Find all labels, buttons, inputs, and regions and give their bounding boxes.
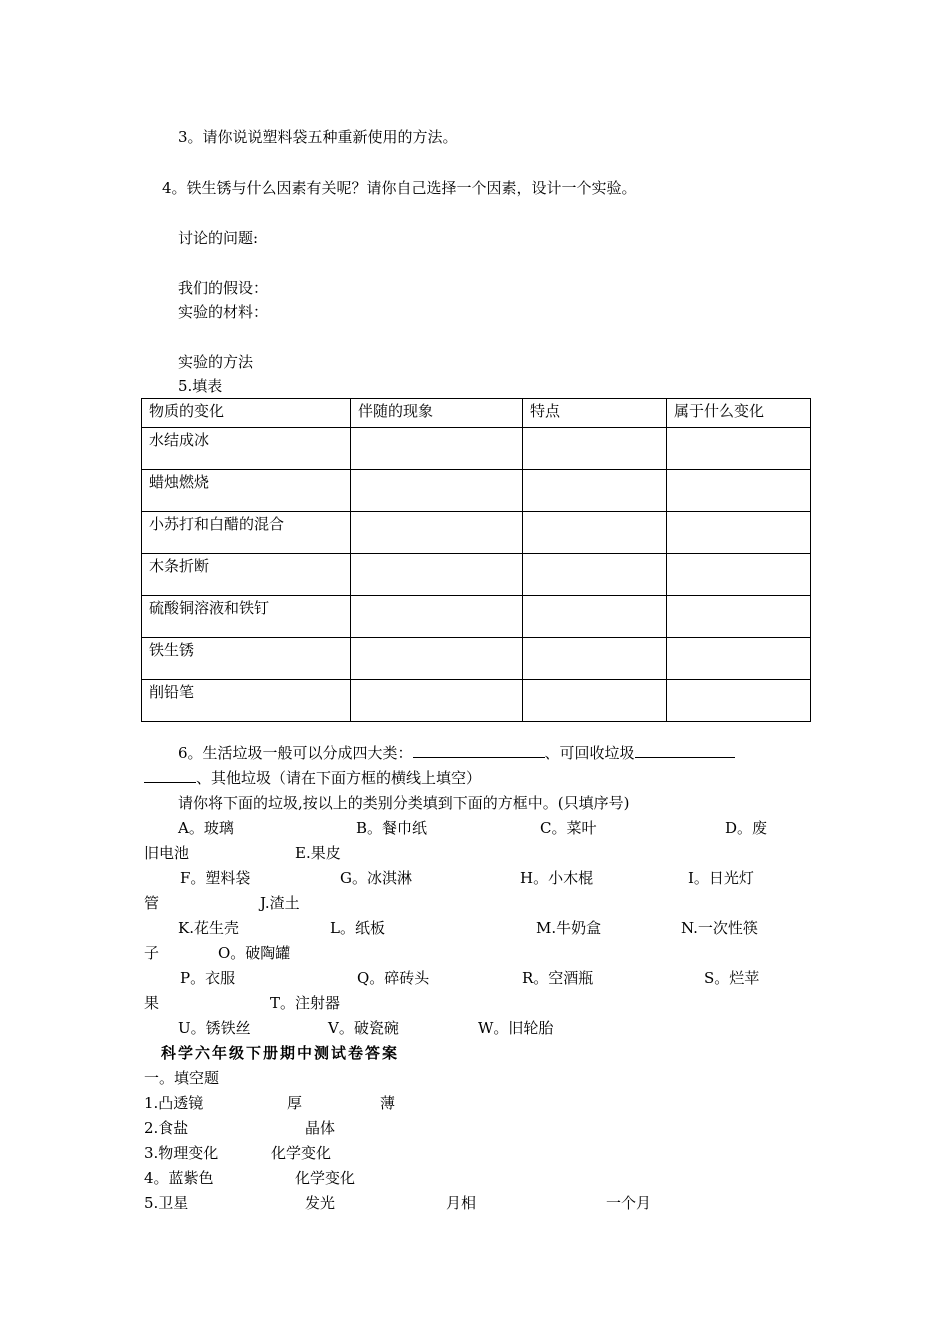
list-item: Q。碎砖头 [357,969,430,987]
table-row [142,554,811,596]
question-4-prompt: 4。铁生锈与什么因素有关呢？请你自己选择一个因素，设计一个实验。 [162,179,637,197]
answer-text: 2.食盐 [144,1119,189,1137]
feature-cell[interactable] [523,596,667,638]
phenomenon-cell[interactable] [351,680,523,722]
list-item: J.渣土 [260,894,300,912]
answer-text: 化学变化 [271,1144,332,1162]
answer-text: 薄 [380,1094,396,1112]
table-header-cell: 伴随的现象 [351,399,523,428]
substance-cell: 木条折断 [142,554,351,596]
answer-text: 发光 [305,1194,336,1212]
change-type-cell[interactable] [667,638,811,680]
table-header-cell: 物质的变化 [142,399,351,428]
answer-text: 晶体 [305,1119,336,1137]
change-type-cell[interactable] [667,680,811,722]
list-item: 管 [144,894,160,912]
phenomenon-cell[interactable] [351,554,523,596]
table-header-cell: 特点 [523,399,667,428]
substance-cell: 铁生锈 [142,638,351,680]
list-item: A。玻璃 [178,819,234,837]
phenomenon-cell[interactable] [351,470,523,512]
list-item: M.牛奶盒 [536,919,602,937]
list-item: K.花生壳 [178,919,239,937]
table-row [142,428,811,470]
table-header-row [142,399,811,428]
feature-cell[interactable] [523,470,667,512]
list-item: T。注射器 [270,994,341,1012]
question-6-intro-b: 、可回收垃圾 [544,744,635,762]
answer-text: 厚 [287,1094,303,1112]
list-item: 旧电池 [144,844,190,862]
table-row [142,470,811,512]
answer-text: 3.物理变化 [144,1144,219,1162]
phenomenon-cell[interactable] [351,596,523,638]
answers-section-1: 一。填空题 [144,1069,220,1087]
question-4-materials: 实验的材料： [178,303,269,321]
feature-cell[interactable] [523,554,667,596]
fill-in-table [141,398,811,722]
answer-text: 月相 [446,1194,477,1212]
list-item: F。塑料袋 [180,869,251,887]
table-row [142,512,811,554]
feature-cell[interactable] [523,512,667,554]
question-6-intro-cont [144,768,481,788]
list-item: R。空酒瓶 [522,969,594,987]
list-item: I。日光灯 [688,869,754,887]
answer-text: 4。蓝紫色 [144,1169,214,1187]
question-5-label: 5.填表 [178,377,223,395]
category-blank-2[interactable] [635,757,735,758]
list-item: P。衣服 [180,969,236,987]
list-item: V。破瓷碗 [328,1019,399,1037]
table-row [142,680,811,722]
list-item: N.一次性筷 [681,919,758,937]
table-row [142,638,811,680]
change-type-cell[interactable] [667,470,811,512]
list-item: C。菜叶 [540,819,597,837]
list-item: H。小木棍 [520,869,594,887]
change-type-cell[interactable] [667,512,811,554]
phenomenon-cell[interactable] [351,638,523,680]
category-blank-1[interactable] [413,757,545,758]
list-item: W。旧轮胎 [478,1019,554,1037]
list-item: 子 [144,944,160,962]
list-item: B。餐巾纸 [356,819,428,837]
table-row [142,596,811,638]
change-type-cell[interactable] [667,554,811,596]
table-header-cell: 属于什么变化 [667,399,811,428]
change-type-cell[interactable] [667,596,811,638]
question-3: 3。请你说说塑料袋五种重新使用的方法。 [178,128,458,146]
question-6-intro [178,743,735,763]
feature-cell[interactable] [523,638,667,680]
answers-title: 科学六年级下册期中测试卷答案 [161,1044,400,1062]
change-type-cell[interactable] [667,428,811,470]
substance-cell: 水结成冰 [142,428,351,470]
answer-text: 5.卫星 [144,1194,189,1212]
list-item: 果 [144,994,160,1012]
substance-cell: 削铅笔 [142,680,351,722]
substance-cell: 蜡烛燃烧 [142,470,351,512]
substance-cell: 硫酸铜溶液和铁钉 [142,596,351,638]
answer-text: 1.凸透镜 [144,1094,204,1112]
question-6-instruction: 请你将下面的垃圾,按以上的类别分类填到下面的方框中。(只填序号) [178,794,630,812]
answer-text: 一个月 [606,1194,652,1212]
question-4-discussion: 讨论的问题: [178,229,259,247]
substance-cell: 小苏打和白醋的混合 [142,512,351,554]
category-blank-2-cont[interactable] [144,782,196,783]
question-6-intro-a: 6。生活垃圾一般可以分成四大类： [178,744,413,762]
phenomenon-cell[interactable] [351,512,523,554]
list-item: D。废 [725,819,768,837]
list-item: S。烂苹 [704,969,760,987]
answer-text: 化学变化 [295,1169,356,1187]
question-4-hypothesis: 我们的假设： [178,279,269,297]
feature-cell[interactable] [523,680,667,722]
list-item: L。纸板 [330,919,385,937]
list-item: G。冰淇淋 [340,869,412,887]
phenomenon-cell[interactable] [351,428,523,470]
list-item: U。锈铁丝 [178,1019,251,1037]
list-item: O。破陶罐 [218,944,291,962]
list-item: E.果皮 [295,844,341,862]
question-6-intro-c: 、其他垃圾（请在下面方框的横线上填空） [196,769,482,787]
feature-cell[interactable] [523,428,667,470]
question-4-method: 实验的方法 [178,353,254,371]
